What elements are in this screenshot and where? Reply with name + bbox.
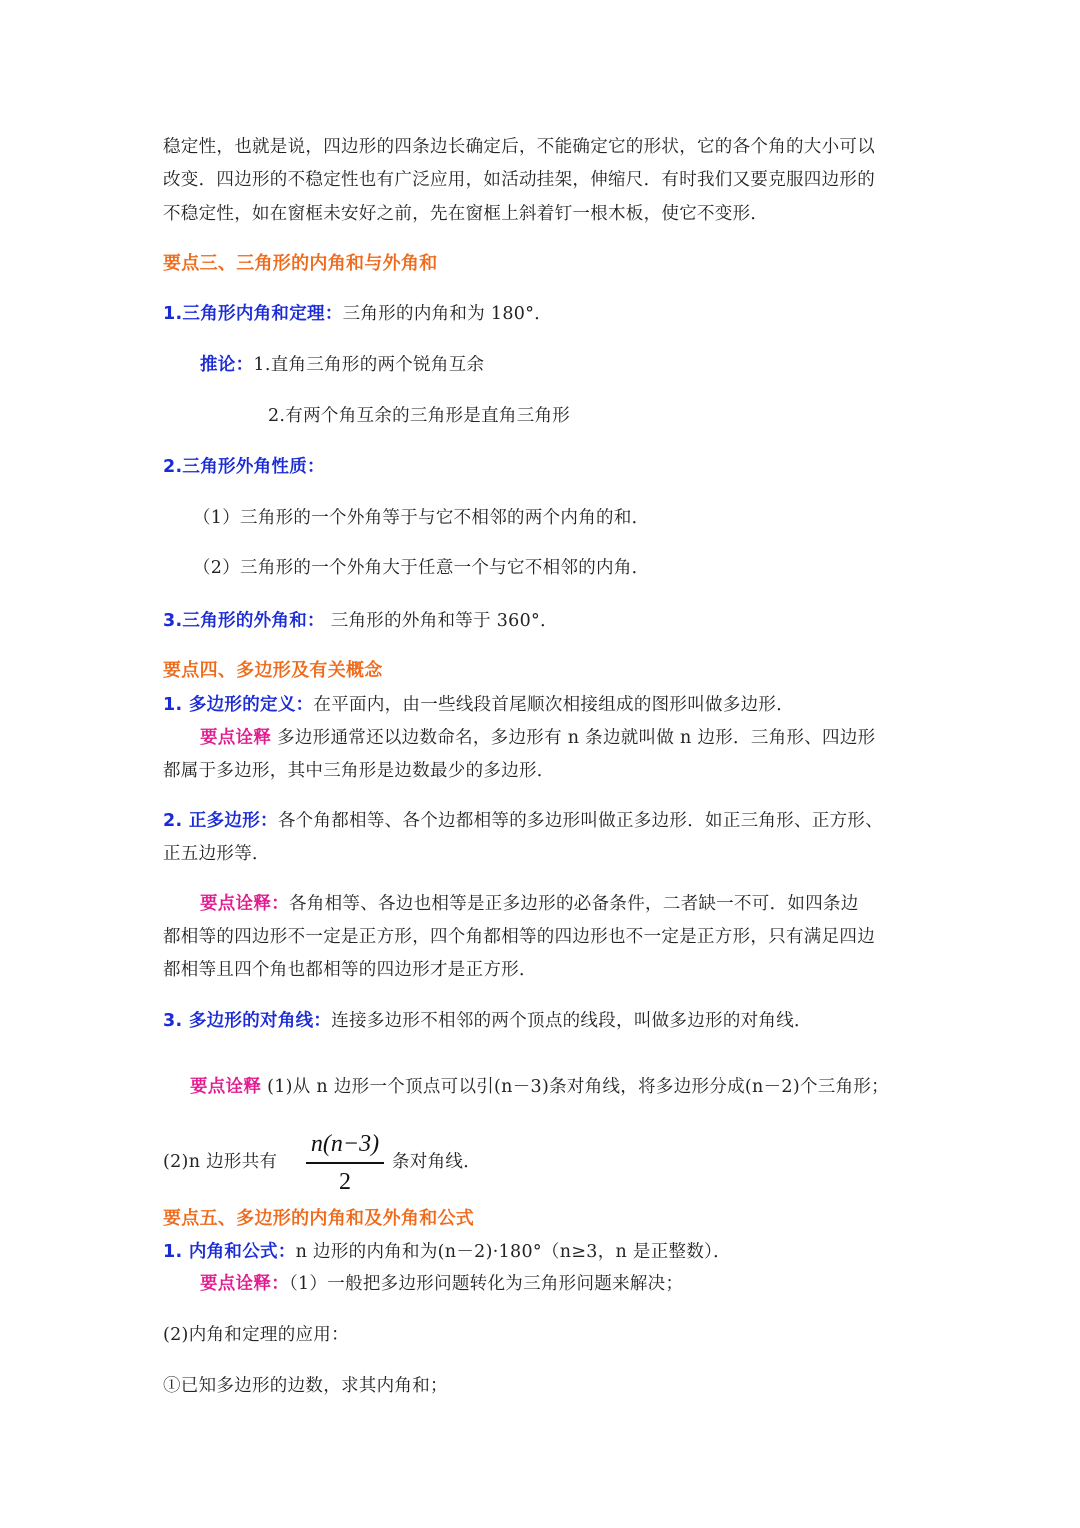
corollary-line: 2.有两个角互余的三角形是直角三角形 — [268, 406, 571, 426]
paragraph-line: 不稳定性，如在窗框未安好之前，先在窗框上斜着钉一根木板，使它不变形． — [163, 204, 769, 224]
note-label: 要点诠释 — [200, 728, 272, 748]
note-line: 都相等且四个角也都相等的四边形才是正方形． — [163, 960, 537, 980]
definition-text: 连接多边形不相邻的两个顶点的线段，叫做多边形的对角线． — [331, 1011, 812, 1031]
theorem-text: 三角形的内角和为 180°． — [342, 304, 553, 324]
note-text: (1)从 n 边形一个顶点可以引(n－3)条对角线，将多边形分成(n－2)个三角形； — [261, 1077, 889, 1097]
property-line: （2）三角形的一个外角大于任意一个与它不相邻的内角． — [193, 558, 650, 578]
diagonal-count-fraction — [306, 1128, 384, 1196]
theorem-label: 2.三角形外角性质： — [163, 457, 325, 477]
formula-line-pre: (2)n 边形共有 — [163, 1152, 278, 1172]
corollary-text: 1.直角三角形的两个锐角互余 — [253, 355, 485, 375]
fraction-denominator: 2 — [339, 1169, 351, 1195]
definition-text: 在平面内，由一些线段首尾顺次相接组成的图形叫做多边形． — [313, 695, 795, 715]
fraction-numerator: n(n−3) — [310, 1131, 380, 1157]
section-heading: 要点四、多边形及有关概念 — [163, 660, 383, 681]
note-text: （1）一般把多边形问题转化为三角形问题来解决； — [289, 1274, 684, 1294]
fraction-bar — [306, 1162, 384, 1164]
note-line: 都相等的四边形不一定是正方形，四个角都相等的四边形也不一定是正方形，只有满足四边 — [163, 927, 875, 947]
theorem-label: 3.三角形的外角和： — [163, 611, 325, 631]
note-line — [190, 1075, 889, 1099]
note-line — [200, 726, 875, 750]
definition-label: 1. 多边形的定义： — [163, 695, 314, 715]
theorem-line — [163, 302, 552, 326]
definition-line — [163, 693, 794, 717]
paragraph-line: ①已知多边形的边数，求其内角和； — [163, 1376, 448, 1396]
formula-label: 1. 内角和公式： — [163, 1242, 296, 1262]
definition-line: 正五边形等． — [163, 844, 270, 864]
definition-line — [163, 809, 883, 833]
theorem-line — [163, 609, 558, 633]
note-label: 要点诠释： — [200, 1274, 289, 1294]
note-line — [200, 1272, 683, 1296]
definition-label: 3. 多边形的对角线： — [163, 1011, 332, 1031]
definition-label: 2. 正多边形： — [163, 811, 278, 831]
paragraph-line: 改变．四边形的不稳定性也有广泛应用，如活动挂架，伸缩尺．有时我们又要克服四边形的 — [163, 170, 875, 190]
section-heading: 要点五、多边形的内角和及外角和公式 — [163, 1208, 475, 1229]
note-label: 要点诠释： — [200, 894, 289, 914]
formula-line — [163, 1240, 731, 1264]
corollary-label: 推论： — [200, 355, 254, 375]
corollary-line — [200, 353, 484, 377]
formula-text: n 边形的内角和为(n－2)·180°（n≥3，n 是正整数）． — [295, 1242, 731, 1262]
note-line: 都属于多边形，其中三角形是边数最少的多边形． — [163, 761, 555, 781]
definition-line — [163, 1009, 812, 1033]
note-line — [200, 892, 859, 916]
definition-text: 各个角都相等、各个边都相等的多边形叫做正多边形．如正三角形、正方形、 — [277, 811, 884, 831]
theorem-label: 1.三角形内角和定理： — [163, 304, 343, 324]
note-label: 要点诠释 — [190, 1077, 262, 1097]
paragraph-line: 稳定性，也就是说，四边形的四条边长确定后，不能确定它的形状，它的各个角的大小可以 — [163, 137, 875, 157]
paragraph-line: (2)内角和定理的应用： — [163, 1325, 349, 1345]
section-heading: 要点三、三角形的内角和与外角和 — [163, 253, 438, 274]
note-text: 多边形通常还以边数命名，多边形有 n 条边就叫做 n 边形．三角形、四边形 — [271, 728, 876, 748]
formula-line-post: 条对角线． — [392, 1152, 481, 1172]
theorem-text: 三角形的外角和等于 360°． — [324, 611, 558, 631]
property-line: （1）三角形的一个外角等于与它不相邻的两个内角的和． — [193, 508, 650, 528]
note-text: 各角相等、各边也相等是正多边形的必备条件，二者缺一不可．如四条边 — [289, 894, 859, 914]
